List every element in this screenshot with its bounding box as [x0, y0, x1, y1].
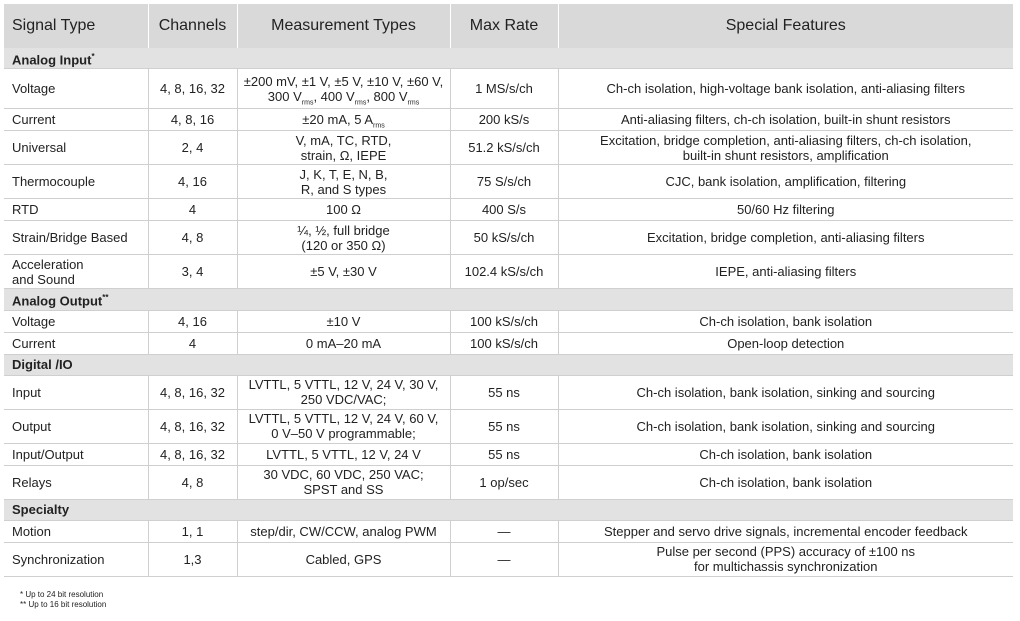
meas-line: ¼, ½, full bridge — [297, 222, 390, 238]
cell-signal-type: Voltage — [4, 69, 148, 109]
cell-measurement: 0 mA–20 mA — [237, 332, 450, 354]
cell-signal-type: Voltage — [4, 310, 148, 332]
meas-line: J, K, T, E, N, B, — [299, 166, 388, 182]
table-row — [4, 131, 1013, 165]
cell-signal-type: Current — [4, 332, 148, 354]
cell-channels: 1, 1 — [148, 520, 237, 542]
meas-line: (120 or 350 Ω) — [301, 237, 386, 253]
cell-channels: 4, 8, 16, 32 — [148, 409, 237, 443]
name-line: and Sound — [12, 271, 75, 287]
table-row — [4, 199, 1013, 221]
cell-max-rate: — — [450, 520, 558, 542]
feature-line: Excitation, bridge completion, anti-aliasing filters, ch-ch isolation, — [600, 132, 972, 148]
name-line: Acceleration — [12, 256, 84, 272]
header-max-rate: Max Rate — [450, 4, 558, 48]
cell-signal-type: Input — [4, 375, 148, 409]
table-row — [4, 542, 1013, 576]
section-analog-output — [4, 289, 1013, 310]
cell-features: Ch-ch isolation, bank isolation, sinking and sourcing — [558, 375, 1013, 409]
table-row — [4, 255, 1013, 289]
cell-features: Excitation, bridge completion, anti-aliasing filters — [558, 221, 1013, 255]
table-row — [4, 443, 1013, 465]
subscript: rms — [301, 99, 314, 107]
section-title: Digital /IO — [4, 354, 1013, 375]
cell-channels: 4, 8 — [148, 465, 237, 499]
footnote-mark: ** — [102, 293, 109, 303]
cell-measurement — [237, 109, 450, 131]
meas-text: , 400 V — [313, 88, 355, 104]
table-row — [4, 69, 1013, 109]
header-special-features: Special Features — [558, 4, 1013, 48]
cell-signal-type — [4, 255, 148, 289]
meas-line: V, mA, TC, RTD, — [295, 132, 392, 148]
table-row — [4, 165, 1013, 199]
meas-line: R, and S types — [300, 181, 387, 197]
header-channels: Channels — [148, 4, 237, 48]
feature-line: for multichassis synchronization — [693, 559, 878, 575]
table-row — [4, 465, 1013, 499]
cell-signal-type: RTD — [4, 199, 148, 221]
cell-signal-type: Strain/Bridge Based — [4, 221, 148, 255]
cell-signal-type: Motion — [4, 520, 148, 542]
footnote-16-bit: ** Up to 16 bit resolution — [20, 600, 107, 609]
cell-features — [558, 542, 1013, 576]
cell-max-rate: 55 ns — [450, 375, 558, 409]
cell-features: Ch-ch isolation, high-voltage bank isolation, anti-aliasing filters — [558, 69, 1013, 109]
cell-measurement: ±10 V — [237, 310, 450, 332]
cell-channels: 4, 8, 16, 32 — [148, 375, 237, 409]
cell-channels: 3, 4 — [148, 255, 237, 289]
feature-line: built-in shunt resistors, amplification — [682, 147, 889, 163]
cell-channels: 4, 16 — [148, 165, 237, 199]
cell-measurement — [237, 409, 450, 443]
cell-channels: 4, 16 — [148, 310, 237, 332]
cell-channels: 4, 8 — [148, 221, 237, 255]
cell-measurement — [237, 221, 450, 255]
cell-features: Ch-ch isolation, bank isolation — [558, 310, 1013, 332]
table-row — [4, 310, 1013, 332]
section-label: Analog Input — [12, 52, 92, 68]
table-row — [4, 520, 1013, 542]
section-title — [4, 48, 1013, 69]
cell-max-rate: 75 S/s/ch — [450, 165, 558, 199]
cell-measurement: step/dir, CW/CCW, analog PWM — [237, 520, 450, 542]
cell-max-rate: 200 kS/s — [450, 109, 558, 131]
meas-line: 250 VDC/VAC; — [300, 392, 387, 408]
section-title — [4, 289, 1013, 310]
meas-line: LVTTL, 5 VTTL, 12 V, 24 V, 60 V, — [248, 411, 439, 427]
header-measurement-types: Measurement Types — [237, 4, 450, 48]
cell-measurement: 100 Ω — [237, 199, 450, 221]
cell-features: IEPE, anti-aliasing filters — [558, 255, 1013, 289]
cell-signal-type: Universal — [4, 131, 148, 165]
cell-channels: 4, 8, 16 — [148, 109, 237, 131]
meas-line: SPST and SS — [303, 482, 384, 498]
cell-signal-type: Current — [4, 109, 148, 131]
cell-max-rate: 1 MS/s/ch — [450, 69, 558, 109]
footnote-mark: * — [91, 52, 95, 61]
cell-features: Open-loop detection — [558, 332, 1013, 354]
cell-max-rate: 400 S/s — [450, 199, 558, 221]
header-signal-type: Signal Type — [4, 4, 148, 48]
cell-measurement: LVTTL, 5 VTTL, 12 V, 24 V — [237, 443, 450, 465]
cell-measurement — [237, 165, 450, 199]
cell-features: Stepper and servo drive signals, incremental encoder feedback — [558, 520, 1013, 542]
cell-max-rate: 55 ns — [450, 409, 558, 443]
cell-channels: 4 — [148, 199, 237, 221]
cell-signal-type: Thermocouple — [4, 165, 148, 199]
cell-measurement — [237, 131, 450, 165]
subscript: rms — [407, 99, 420, 107]
cell-max-rate: 55 ns — [450, 443, 558, 465]
table-row — [4, 109, 1013, 131]
meas-line: LVTTL, 5 VTTL, 12 V, 24 V, 30 V, — [248, 377, 439, 393]
cell-measurement: Cabled, GPS — [237, 542, 450, 576]
meas-text: , 800 V — [366, 88, 408, 104]
cell-max-rate: 51.2 kS/s/ch — [450, 131, 558, 165]
cell-max-rate: 102.4 kS/s/ch — [450, 255, 558, 289]
cell-channels: 1,3 — [148, 542, 237, 576]
cell-signal-type: Relays — [4, 465, 148, 499]
meas-line: strain, Ω, IEPE — [300, 147, 387, 163]
meas-text: ±200 mV, ±1 V, ±5 V, ±10 V, ±60 V, 300 V — [243, 73, 444, 104]
section-title: Specialty — [4, 499, 1013, 520]
section-analog-input — [4, 48, 1013, 69]
cell-signal-type: Input/Output — [4, 443, 148, 465]
cell-channels: 4 — [148, 332, 237, 354]
section-specialty — [4, 499, 1013, 520]
section-digital-io — [4, 354, 1013, 375]
meas-line: 30 VDC, 60 VDC, 250 VAC; — [263, 467, 424, 483]
table-row — [4, 221, 1013, 255]
table-header-row — [4, 4, 1013, 48]
cell-measurement — [237, 375, 450, 409]
subscript: rms — [354, 99, 367, 107]
cell-features: Ch-ch isolation, bank isolation — [558, 465, 1013, 499]
cell-max-rate: 100 kS/s/ch — [450, 332, 558, 354]
specification-table-container — [4, 4, 1013, 577]
cell-measurement: ±5 V, ±30 V — [237, 255, 450, 289]
cell-features: Ch-ch isolation, bank isolation — [558, 443, 1013, 465]
cell-max-rate: — — [450, 542, 558, 576]
footnotes — [20, 590, 106, 610]
subscript: rms — [373, 122, 385, 130]
cell-max-rate: 1 op/sec — [450, 465, 558, 499]
cell-features — [558, 131, 1013, 165]
table-row — [4, 375, 1013, 409]
cell-features: CJC, bank isolation, amplification, filtering — [558, 165, 1013, 199]
meas-line: 0 V–50 V programmable; — [271, 426, 416, 442]
cell-max-rate: 50 kS/s/ch — [450, 221, 558, 255]
cell-features: Anti-aliasing filters, ch-ch isolation, built-in shunt resistors — [558, 109, 1013, 131]
footnote-24-bit: * Up to 24 bit resolution — [20, 590, 104, 599]
cell-channels: 4, 8, 16, 32 — [148, 69, 237, 109]
table-row — [4, 409, 1013, 443]
cell-features: 50/60 Hz filtering — [558, 199, 1013, 221]
feature-line: Pulse per second (PPS) accuracy of ±100 ns — [656, 544, 916, 560]
cell-signal-type: Output — [4, 409, 148, 443]
cell-features: Ch-ch isolation, bank isolation, sinking and sourcing — [558, 409, 1013, 443]
signal-types-table — [4, 4, 1013, 577]
cell-measurement — [237, 69, 450, 109]
cell-channels: 2, 4 — [148, 131, 237, 165]
section-label: Analog Output — [12, 293, 103, 309]
table-row — [4, 332, 1013, 354]
cell-signal-type: Synchronization — [4, 542, 148, 576]
cell-channels: 4, 8, 16, 32 — [148, 443, 237, 465]
meas-text: ±20 mA, 5 A — [302, 112, 374, 128]
cell-measurement — [237, 465, 450, 499]
cell-max-rate: 100 kS/s/ch — [450, 310, 558, 332]
